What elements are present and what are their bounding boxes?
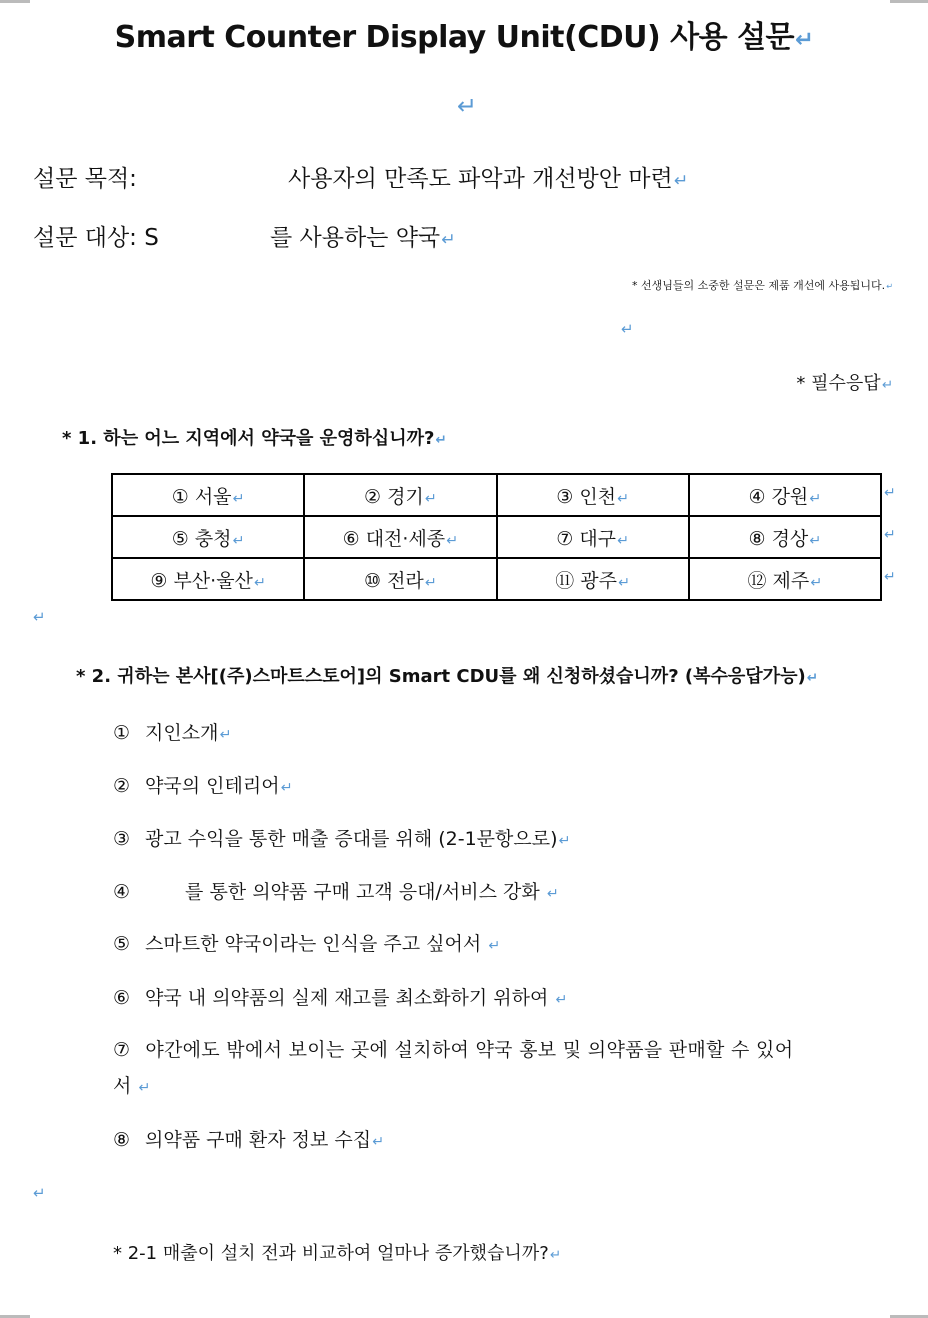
region-option[interactable]: ② 경기↵ [304, 474, 496, 516]
region-option[interactable]: ⑩ 전라↵ [304, 558, 496, 600]
page-corner-left [0, 0, 30, 3]
region-table [111, 473, 882, 601]
option-7-continued: 서 ↵ [113, 1075, 151, 1097]
required-label: * 필수응답↵ [796, 373, 893, 394]
option-3[interactable]: ③ 광고 수익을 통한 매출 증대를 위해 (2-1문항으로)↵ [113, 828, 571, 850]
region-option[interactable]: ① 서울↵ [112, 474, 304, 516]
option-1[interactable]: ① 지인소개↵ [113, 722, 232, 744]
paragraph-mark: ↵ [33, 608, 46, 626]
option-2[interactable]: ② 약국의 인테리어↵ [113, 775, 293, 797]
row-end-mark: ↵ [884, 569, 896, 585]
region-option[interactable]: ⑨ 부산·울산↵ [112, 558, 304, 600]
purpose-label: 설문 목적: [33, 166, 137, 192]
region-option[interactable]: ⑦ 대구↵ [497, 516, 689, 558]
table-row [112, 474, 881, 516]
region-option[interactable]: ⑧ 경상↵ [689, 516, 881, 558]
option-5[interactable]: ⑤ 스마트한 약국이라는 인식을 주고 싶어서 ↵ [113, 933, 501, 955]
region-option[interactable]: ⑤ 충청↵ [112, 516, 304, 558]
region-option[interactable]: ⑫ 제주↵ [689, 558, 881, 600]
region-option[interactable]: ③ 인천↵ [497, 474, 689, 516]
target-label: 설문 대상: S [33, 225, 159, 251]
region-option[interactable]: ⑥ 대전·세종↵ [304, 516, 496, 558]
survey-note: * 선생님들의 소중한 설문은 제품 개선에 사용됩니다.↵ [631, 279, 893, 292]
paragraph-mark: ↵ [33, 1184, 46, 1202]
region-option[interactable]: ④ 강원↵ [689, 474, 881, 516]
document-title: Smart Counter Display Unit(CDU) 사용 설문↵ [114, 20, 814, 55]
question-1: * 1. 하는 어느 지역에서 약국을 운영하십니까?↵ [62, 428, 447, 449]
option-6[interactable]: ⑥ 약국 내 의약품의 실제 재고를 최소화하기 위하여 ↵ [113, 987, 568, 1009]
table-row [112, 558, 881, 600]
page-corner-right [890, 0, 928, 3]
purpose-value: 사용자의 만족도 파악과 개선방안 마련↵ [288, 166, 689, 192]
row-end-mark: ↵ [884, 527, 896, 543]
option-4[interactable]: ④ 를 통한 의약품 구매 고객 응대/서비스 강화 ↵ [113, 881, 559, 903]
row-end-mark: ↵ [884, 485, 896, 501]
paragraph-mark: ↵ [621, 320, 634, 338]
option-7[interactable]: ⑦ 야간에도 밖에서 보이는 곳에 설치하여 약국 홍보 및 의약품을 판매할 수 있어 [113, 1039, 794, 1061]
question-2: * 2. 귀하는 본사[(주)스마트스토어]의 Smart CDU를 왜 신청하셨습니까? (복수응답가능)↵ [76, 666, 818, 687]
question-2-1: * 2-1 매출이 설치 전과 비교하여 얼마나 증가했습니까?↵ [113, 1243, 562, 1264]
paragraph-mark: ↵ [457, 92, 478, 120]
region-option[interactable]: ⑪ 광주↵ [497, 558, 689, 600]
target-value: 를 사용하는 약국↵ [270, 225, 456, 251]
option-8[interactable]: ⑧ 의약품 구매 환자 정보 수집↵ [113, 1129, 385, 1151]
table-row [112, 516, 881, 558]
